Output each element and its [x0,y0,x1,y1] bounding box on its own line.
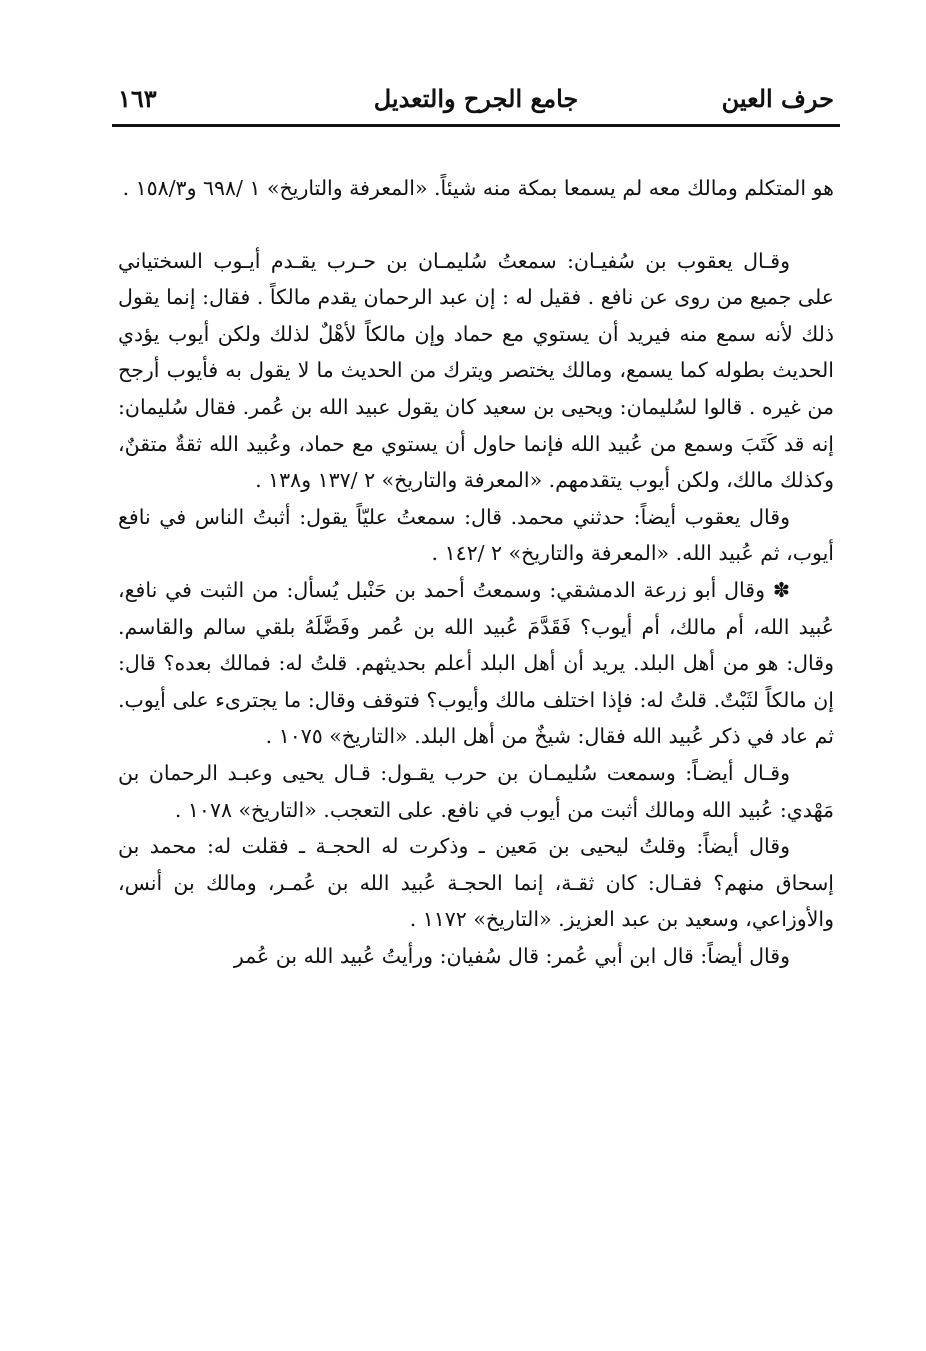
chapter-title: حرف العين [721,84,834,113]
paragraph-continuation: هو المتكلم ومالك معه لم يسمعا بمكة منه شيئاً. «المعرفة والتاريخ» ١ /٦٩٨ و١٥٨/٣ . [122,176,834,200]
header-rule [112,124,840,127]
paragraph: وقال أيضاً: وقلتُ ليحيى بن مَعين ـ وذكرت له الحجـة ـ فقلت له: محمد بن إسحاق منهم؟ فقـال: كان ثقـة، إنما الحجـة عُبيد الله بن عُمـر، ومالك بن أنس، والأوزاعي، وسعيد بن عبد العزيز. «التاريخ» ١١٧٢ . [118,834,834,932]
paragraph: وقال يعقوب أيضاً: حدثني محمد. قال: سمعتُ عليّاً يقول: أثبتُ الناس في نافع أيوب، ثم عُبيد الله. «المعرفة والتاريخ» ٢ /١٤٢ . [118,504,834,566]
page-number: ١٦٣ [118,84,157,113]
paragraph: وقـال أيضـاً: وسمعت سُليمـان بن حرب يقـول: قـال يحيى وعبـد الرحمان بن مَهْدي: عُبيد الله ومالك أثبت من أيوب في نافع. على التعجب. «التاريخ» ١٠٧٨ . [118,760,834,822]
paragraph: ✽ وقال أبو زرعة الدمشقي: وسمعتُ أحمد بن حَنْبل يُسأل: من الثبت في نافع، عُبيد الله، أم مالك، أم أيوب؟ فَقَدَّمَ عُبيد الله بن عُمر وفَضَّلَهُ بلقي سالم والقاسم. وقال: هو من أهل البلد. يريد أن أهل البلد أعلم بحديثهم. قلتُ له: فمالك بعده؟ قال: إن مالكاً لثَبْتٌ. قلتُ له: فإذا اختلف مالك وأيوب؟ فتوقف وقال: ما يجترىء على أيوب. ثم عاد في ذكر عُبيد الله فقال: شيخٌ من أهل البلد. «التاريخ» ١٠٧٥ . [118,577,834,749]
paragraph: وقال أيضاً: قال ابن أبي عُمر: قال سُفيان: ورأيتُ عُبيد الله بن عُمر [233,943,790,968]
page-body [118,170,834,974]
paragraph: وقـال يعقوب بن سُفيـان: سمعتُ سُليمـان بن حـرب يقـدم أيـوب السختياني على جميع من روى عن نافع . فقيل له : إن عبد الرحمان يقدم مالكاً . فقال: إنما يقول ذلك لأنه سمع منه فيريد أن يستوي مع حماد وإن مالكاً لأهْلٌ لذلك ولكن أيوب يؤدي الحديث بطوله كما يسمع، ومالك يختصر ويترك من الحديث ما لا يقول به فأيوب أرجح من غيره . قالوا لسُليمان: ويحيى بن سعيد كان يقول عبيد الله بن عُمر. فقال سُليمان: إنه قد كَتَبَ وسمع من عُبيد الله فإنما حاول أن يستوي مع حماد، وعُبيد الله ثقةٌ متقنٌ، وكذلك مالك، ولكن أيوب يتقدمهم. «المعرفة والتاريخ» ٢ /١٣٧ و١٣٨ . [118,248,834,493]
book-title: جامع الجرح والتعديل [373,84,579,113]
running-header [112,82,840,124]
